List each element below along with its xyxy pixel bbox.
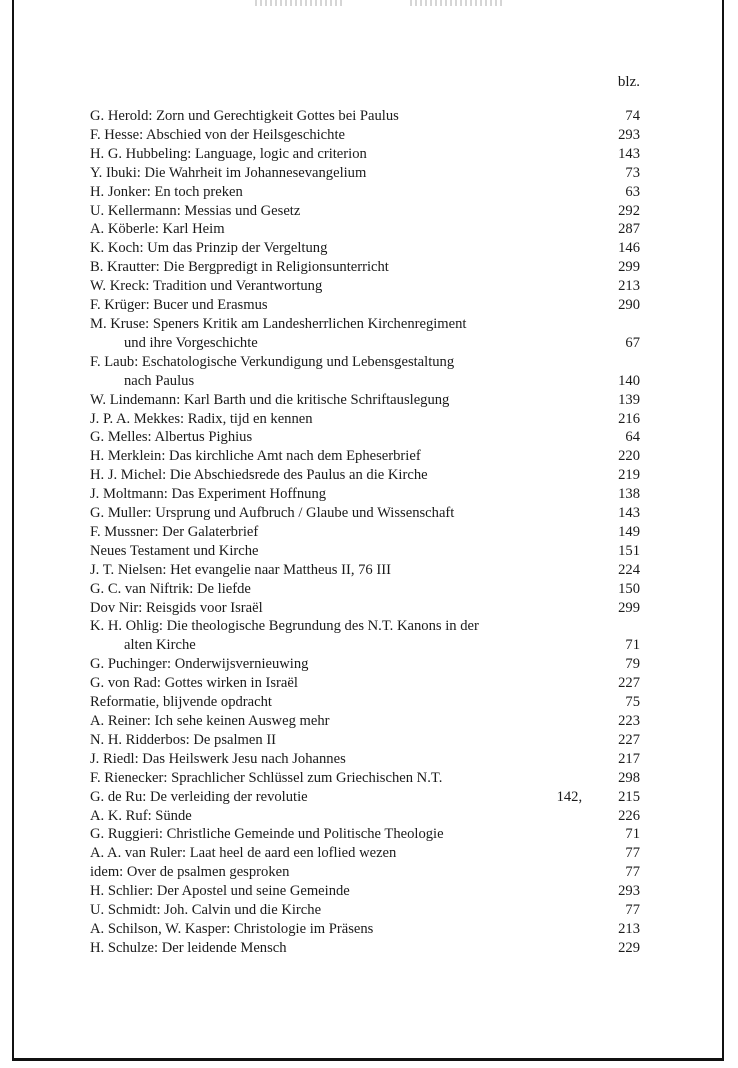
- entry-page-number: 292: [618, 202, 640, 219]
- entry-title: F. Laub: Eschatologische Verkundigung und Lebensgestaltung: [90, 353, 455, 370]
- entry-title: H. G. Hubbeling: Language, logic and criterion: [90, 145, 367, 162]
- list-item: [90, 428, 640, 447]
- entry-page-number: 220: [618, 448, 640, 465]
- list-item: [90, 523, 640, 542]
- entry-title: H. Schulze: Der leidende Mensch: [90, 939, 287, 956]
- entry-page-number: 299: [618, 259, 640, 276]
- entry-page-number: 290: [618, 297, 640, 314]
- list-item: [90, 580, 640, 599]
- list-item: [90, 277, 640, 296]
- list-item: [90, 410, 640, 429]
- entry-page-number: 139: [618, 391, 640, 408]
- entry-title: A. Schilson, W. Kasper: Christologie im Präsens: [90, 920, 374, 937]
- entry-title: idem: Over de psalmen gesproken: [90, 864, 290, 881]
- list-item: [90, 674, 640, 693]
- entry-page-number: 67: [625, 334, 640, 351]
- entry-page-number: 227: [618, 731, 640, 748]
- entry-page-number: 71: [625, 637, 640, 654]
- entry-title: B. Krautter: Die Bergpredigt in Religionsunterricht: [90, 259, 389, 276]
- list-item: [90, 655, 640, 674]
- list-item: [90, 617, 640, 655]
- list-item: [90, 504, 640, 523]
- list-item: [90, 466, 640, 485]
- entry-page-number: 71: [625, 826, 640, 843]
- entry-title: N. H. Ridderbos: De psalmen II: [90, 731, 277, 748]
- list-item: [90, 882, 640, 901]
- entry-title: G. von Rad: Gottes wirken in Israël: [90, 675, 298, 692]
- entry-page-number: 138: [618, 486, 640, 503]
- entry-title: J. T. Nielsen: Het evangelie naar Mattheus II, 76 III: [90, 561, 391, 578]
- entry-title: J. P. A. Mekkes: Radix, tijd en kennen: [90, 410, 313, 427]
- entry-page-number: 215: [618, 788, 640, 805]
- list-item: [90, 901, 640, 920]
- entry-title: H. J. Michel: Die Abschiedsrede des Paulus an die Kirche: [90, 467, 428, 484]
- entry-page-number: 150: [618, 580, 640, 597]
- entry-page-number: 227: [618, 675, 640, 692]
- entry-title: A. Köberle: Karl Heim: [90, 221, 225, 238]
- entry-page-number: 151: [618, 542, 640, 559]
- entry-title: G. Puchinger: Onderwijsvernieuwing: [90, 656, 309, 673]
- entry-title-continued: alten Kirche: [124, 637, 196, 654]
- entry-title: G. Ruggieri: Christliche Gemeinde und Politische Theologie: [90, 826, 444, 843]
- entry-page-number: 64: [625, 429, 640, 446]
- entry-title: G. Herold: Zorn und Gerechtigkeit Gottes bei Paulus: [90, 108, 399, 124]
- list-item: [90, 769, 640, 788]
- list-item: [90, 712, 640, 731]
- entry-title: F. Krüger: Bucer und Erasmus: [90, 297, 268, 314]
- list-item: [90, 145, 640, 164]
- list-item: [90, 164, 640, 183]
- entry-page-number: 224: [618, 561, 640, 578]
- page-frame-left: [12, 0, 14, 1060]
- list-item: [90, 844, 640, 863]
- entry-title: G. C. van Niftrik: De liefde: [90, 580, 251, 597]
- entry-title: J. Moltmann: Das Experiment Hoffnung: [90, 486, 327, 503]
- page-column-label: blz.: [617, 74, 640, 90]
- scan-smudge-left: [255, 0, 345, 6]
- list-item: [90, 391, 640, 410]
- entry-title: W. Kreck: Tradition und Verantwortung: [90, 278, 323, 295]
- entry-title: F. Rienecker: Sprachlicher Schlüssel zum Griechischen N.T.: [90, 769, 443, 786]
- entry-title: Dov Nir: Reisgids voor Israël: [90, 599, 263, 616]
- list-item: [90, 107, 640, 126]
- entry-extra-page: 142,: [556, 788, 583, 805]
- list-item: [90, 920, 640, 939]
- list-item: [90, 788, 640, 807]
- list-item: [90, 542, 640, 561]
- list-item: [90, 693, 640, 712]
- entry-page-number: 219: [618, 467, 640, 484]
- list-item: [90, 239, 640, 258]
- entry-page-number: 226: [618, 807, 640, 824]
- entry-title: K. H. Ohlig: Die theologische Begrundung des N.T. Kanons in der: [90, 618, 479, 635]
- entry-title: A. K. Ruf: Sünde: [90, 807, 192, 824]
- entry-title: H. Jonker: En toch preken: [90, 183, 243, 200]
- list-item: [90, 296, 640, 315]
- list-item: [90, 258, 640, 277]
- entry-title: G. Melles: Albertus Pighius: [90, 429, 253, 446]
- entry-page-number: 287: [618, 221, 640, 238]
- list-item: [90, 731, 640, 750]
- entry-title: F. Hesse: Abschied von der Heilsgeschichte: [90, 126, 345, 143]
- list-item: [90, 126, 640, 145]
- list-item: [90, 485, 640, 504]
- list-item: [90, 447, 640, 466]
- entry-title: M. Kruse: Speners Kritik am Landesherrlichen Kirchenregiment: [90, 315, 467, 332]
- list-item: [90, 561, 640, 580]
- entry-title: W. Lindemann: Karl Barth und die kritische Schriftauslegung: [90, 391, 450, 408]
- bibliography-list: [90, 107, 640, 958]
- entry-page-number: 293: [618, 126, 640, 143]
- entry-page-number: 146: [618, 240, 640, 257]
- entry-title: H. Merklein: Das kirchliche Amt nach dem Epheserbrief: [90, 448, 421, 465]
- list-item: [90, 202, 640, 221]
- entry-page-number: 77: [625, 845, 640, 862]
- scan-smudge-right: [410, 0, 505, 6]
- entry-page-number: 74: [625, 108, 640, 124]
- entry-page-number: 63: [625, 183, 640, 200]
- entry-page-number: 293: [618, 883, 640, 900]
- entry-page-number: 77: [625, 902, 640, 919]
- entry-title: H. Schlier: Der Apostel und seine Gemeinde: [90, 883, 350, 900]
- entry-page-number: 75: [625, 694, 640, 711]
- entry-title: Reformatie, blijvende opdracht: [90, 694, 272, 711]
- entry-title: K. Koch: Um das Prinzip der Vergeltung: [90, 240, 328, 257]
- list-item: [90, 825, 640, 844]
- entry-title: U. Schmidt: Joh. Calvin und die Kirche: [90, 902, 322, 919]
- entry-page-number: 298: [618, 769, 640, 786]
- entry-page-number: 299: [618, 599, 640, 616]
- entry-page-number: 223: [618, 713, 640, 729]
- entry-page-number: 143: [618, 145, 640, 162]
- entry-title: Neues Testament und Kirche: [90, 542, 259, 559]
- entry-page-number: 143: [618, 505, 640, 522]
- entry-page-number: 216: [618, 410, 640, 427]
- entry-page-number: 73: [625, 164, 640, 181]
- entry-title: J. Riedl: Das Heilswerk Jesu nach Johannes: [90, 750, 346, 767]
- list-item: [90, 353, 640, 391]
- entry-page-number: 213: [618, 920, 640, 937]
- entry-page-number: 213: [618, 278, 640, 295]
- list-item: [90, 220, 640, 239]
- entry-page-number: 140: [618, 372, 640, 389]
- entry-title: U. Kellermann: Messias und Gesetz: [90, 202, 301, 219]
- entry-title-continued: und ihre Vorgeschichte: [124, 334, 258, 351]
- entry-title: G. de Ru: De verleiding der revolutie: [90, 788, 308, 805]
- list-item: [90, 599, 640, 618]
- page-frame-right: [722, 0, 724, 1060]
- entry-page-number: 79: [625, 656, 640, 673]
- entry-title: A. A. van Ruler: Laat heel de aard een loflied wezen: [90, 845, 397, 862]
- page-frame-bottom: [12, 1058, 724, 1061]
- entry-page-number: 149: [618, 523, 640, 540]
- list-item: [90, 183, 640, 202]
- entry-title: G. Muller: Ursprung und Aufbruch / Glaube und Wissenschaft: [90, 505, 455, 522]
- list-item: [90, 315, 640, 353]
- entry-page-number: 77: [625, 864, 640, 881]
- list-item: [90, 863, 640, 882]
- entry-page-number: 229: [618, 939, 640, 956]
- list-item: [90, 750, 640, 769]
- entry-title: Y. Ibuki: Die Wahrheit im Johannesevangelium: [90, 164, 367, 181]
- entry-title-continued: nach Paulus: [124, 372, 195, 389]
- entry-page-number: 217: [618, 750, 640, 767]
- entry-title: F. Mussner: Der Galaterbrief: [90, 523, 259, 540]
- list-item: [90, 807, 640, 826]
- list-item: [90, 939, 640, 958]
- entry-title: A. Reiner: Ich sehe keinen Ausweg mehr: [90, 713, 330, 729]
